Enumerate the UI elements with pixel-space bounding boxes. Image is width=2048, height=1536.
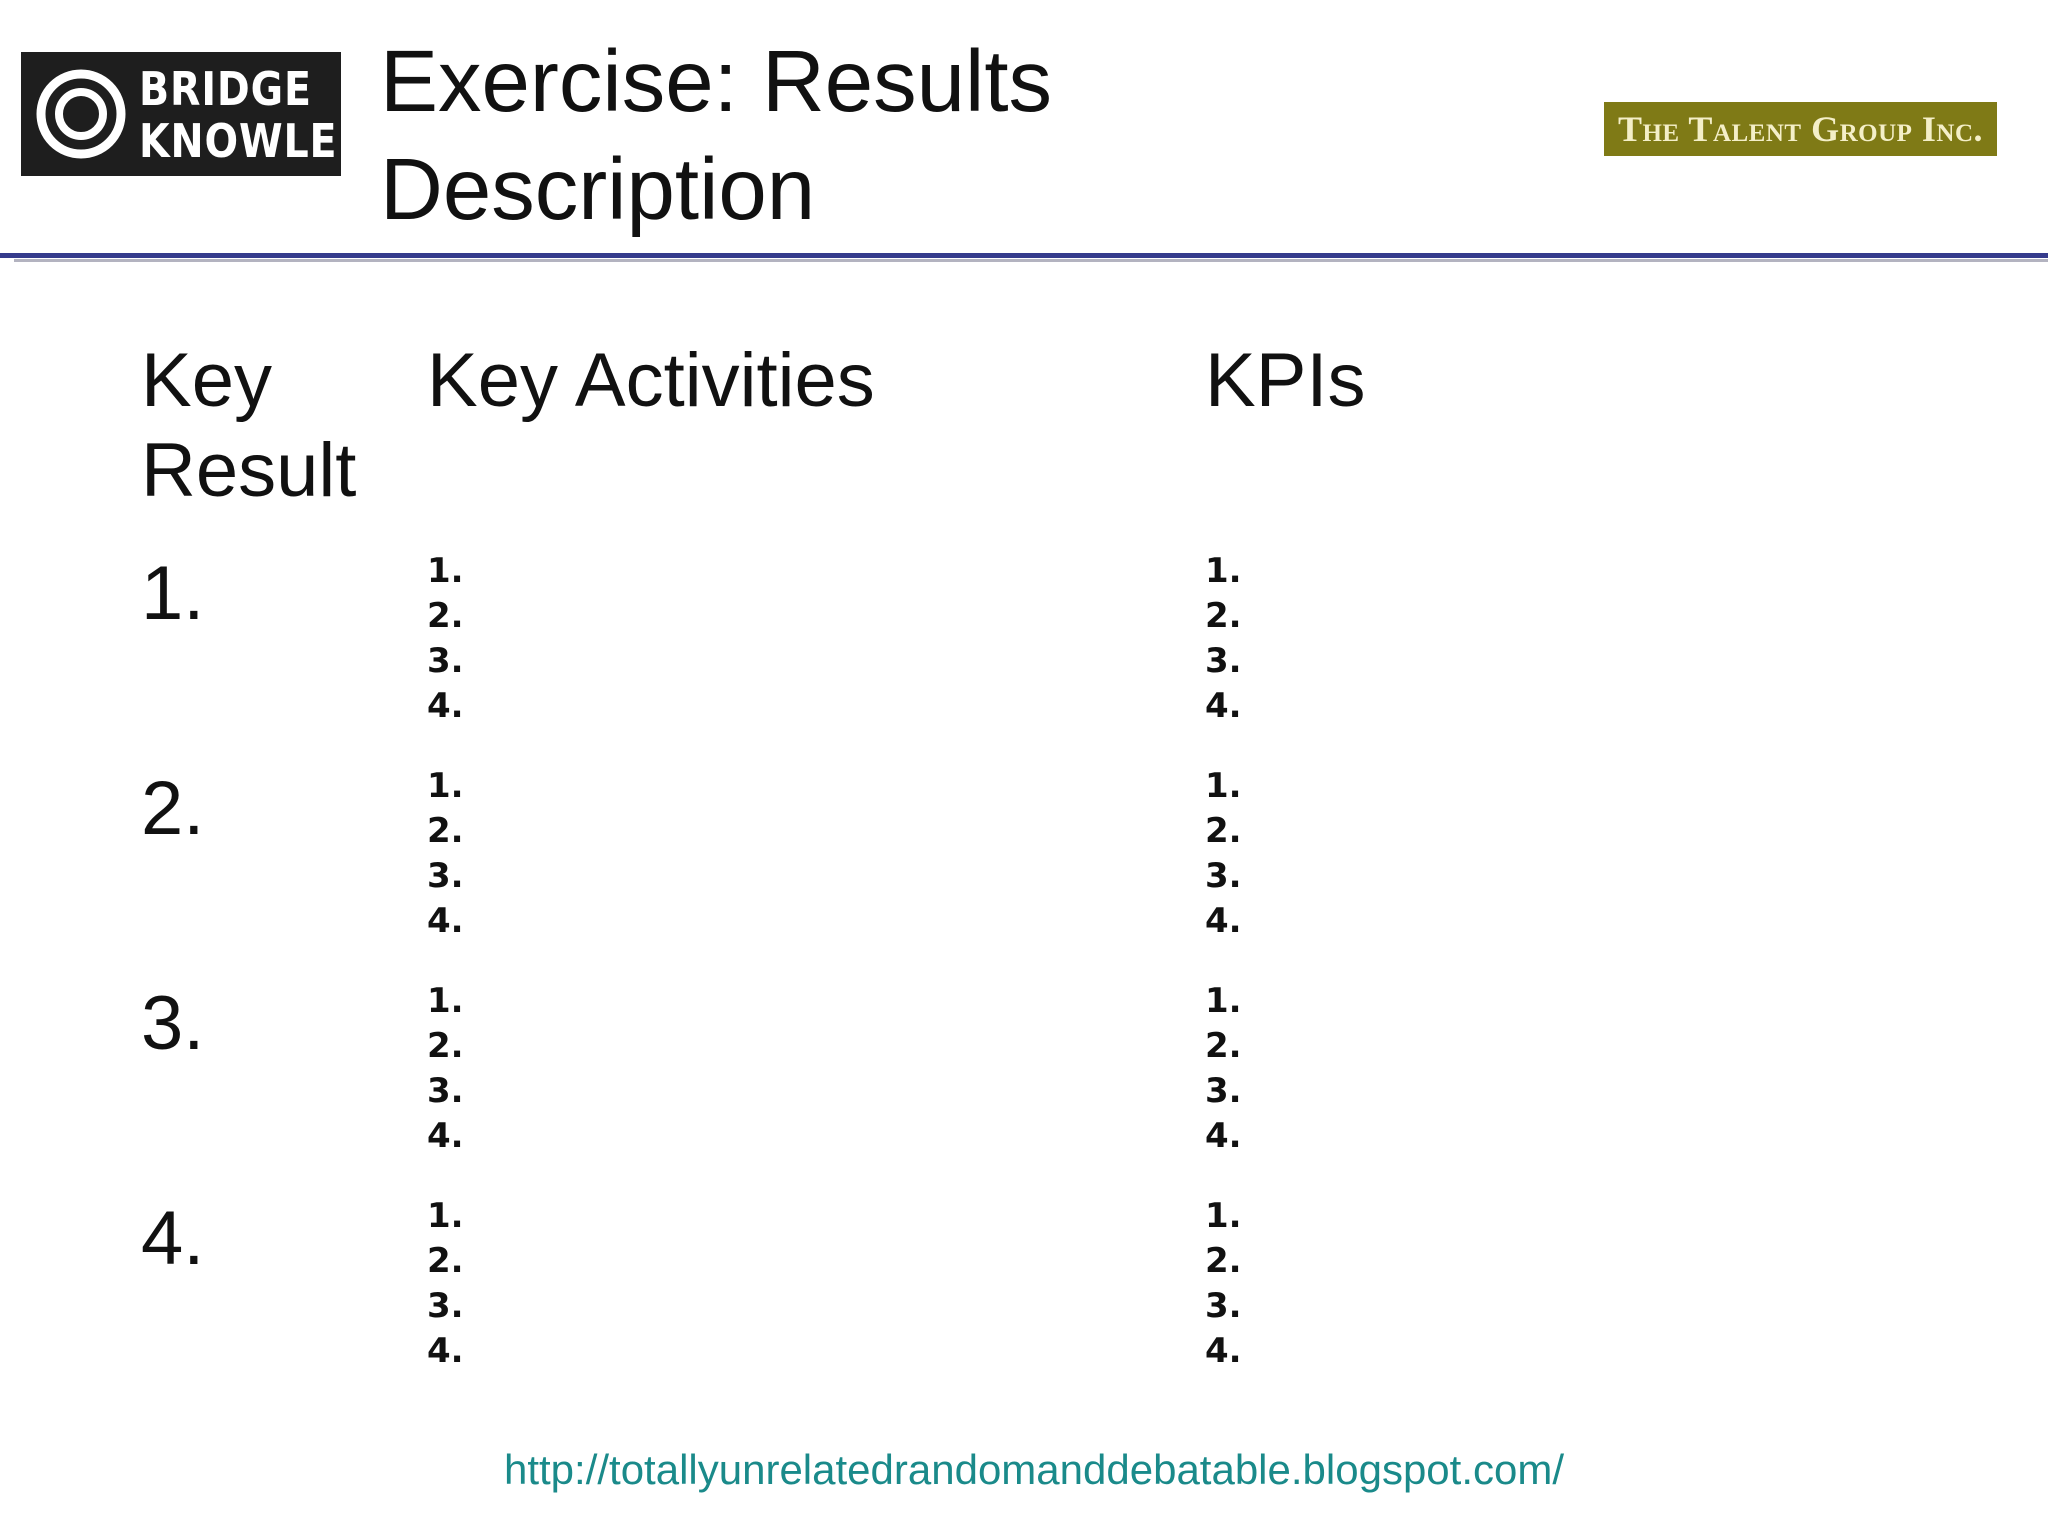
list-item: 3. (427, 1286, 464, 1326)
column-heading-key-result (141, 336, 356, 516)
concentric-rings-icon (35, 68, 127, 160)
title-line-2: Description (380, 141, 816, 238)
key-result-number: 1. (141, 551, 205, 636)
kpis-list (1205, 1194, 1242, 1374)
key-result-number: 2. (141, 766, 205, 851)
kpis-list (1205, 979, 1242, 1159)
column-heading-kpis: KPIs (1205, 338, 1366, 423)
key-activities-list (427, 764, 464, 944)
list-item: 3. (1205, 856, 1242, 896)
list-item: 3. (1205, 1071, 1242, 1111)
logo-text-line-1: BRIDGE (139, 62, 312, 116)
key-activities-list (427, 1194, 464, 1374)
page-title (380, 28, 1052, 244)
footer-url-link[interactable]: http://totallyunrelatedrandomanddebatable.blogspot.com/ (503, 1446, 1565, 1493)
list-item: 1. (1205, 551, 1242, 591)
list-item: 4. (1205, 1331, 1242, 1371)
column-heading-key-result-line-1: Key (141, 338, 272, 423)
column-heading-key-result-line-2: Result (141, 428, 357, 513)
logo-text-line-2: KNOWLE (139, 114, 338, 168)
list-item: 4. (427, 686, 464, 726)
list-item: 1. (427, 551, 464, 591)
header-divider (0, 253, 2048, 258)
list-item: 3. (427, 1071, 464, 1111)
list-item: 2. (1205, 1026, 1242, 1066)
list-item: 2. (427, 1026, 464, 1066)
list-item: 1. (1205, 766, 1242, 806)
list-item: 1. (1205, 981, 1242, 1021)
list-item: 3. (1205, 641, 1242, 681)
bridge-knowle-logo (21, 52, 341, 176)
list-item: 4. (1205, 901, 1242, 941)
list-item: 1. (427, 1196, 464, 1236)
list-item: 4. (1205, 686, 1242, 726)
list-item: 4. (1205, 1116, 1242, 1156)
list-item: 2. (1205, 596, 1242, 636)
key-activities-list (427, 979, 464, 1159)
key-result-number: 3. (141, 981, 205, 1066)
list-item: 1. (427, 981, 464, 1021)
header-divider-shadow (14, 259, 2048, 262)
list-item: 2. (427, 811, 464, 851)
list-item: 1. (427, 766, 464, 806)
list-item: 1. (1205, 1196, 1242, 1236)
kpis-list (1205, 764, 1242, 944)
key-activities-list (427, 549, 464, 729)
key-result-number: 4. (141, 1196, 205, 1281)
kpis-list (1205, 549, 1242, 729)
list-item: 2. (1205, 1241, 1242, 1281)
list-item: 3. (1205, 1286, 1242, 1326)
list-item: 2. (427, 1241, 464, 1281)
list-item: 4. (427, 1331, 464, 1371)
list-item: 3. (427, 856, 464, 896)
column-heading-key-activities: Key Activities (427, 338, 875, 423)
list-item: 2. (1205, 811, 1242, 851)
list-item: 4. (427, 1116, 464, 1156)
list-item: 2. (427, 596, 464, 636)
list-item: 4. (427, 901, 464, 941)
list-item: 3. (427, 641, 464, 681)
title-line-1: Exercise: Results (380, 33, 1053, 130)
talent-group-logo: The Talent Group Inc. (1604, 102, 1997, 156)
